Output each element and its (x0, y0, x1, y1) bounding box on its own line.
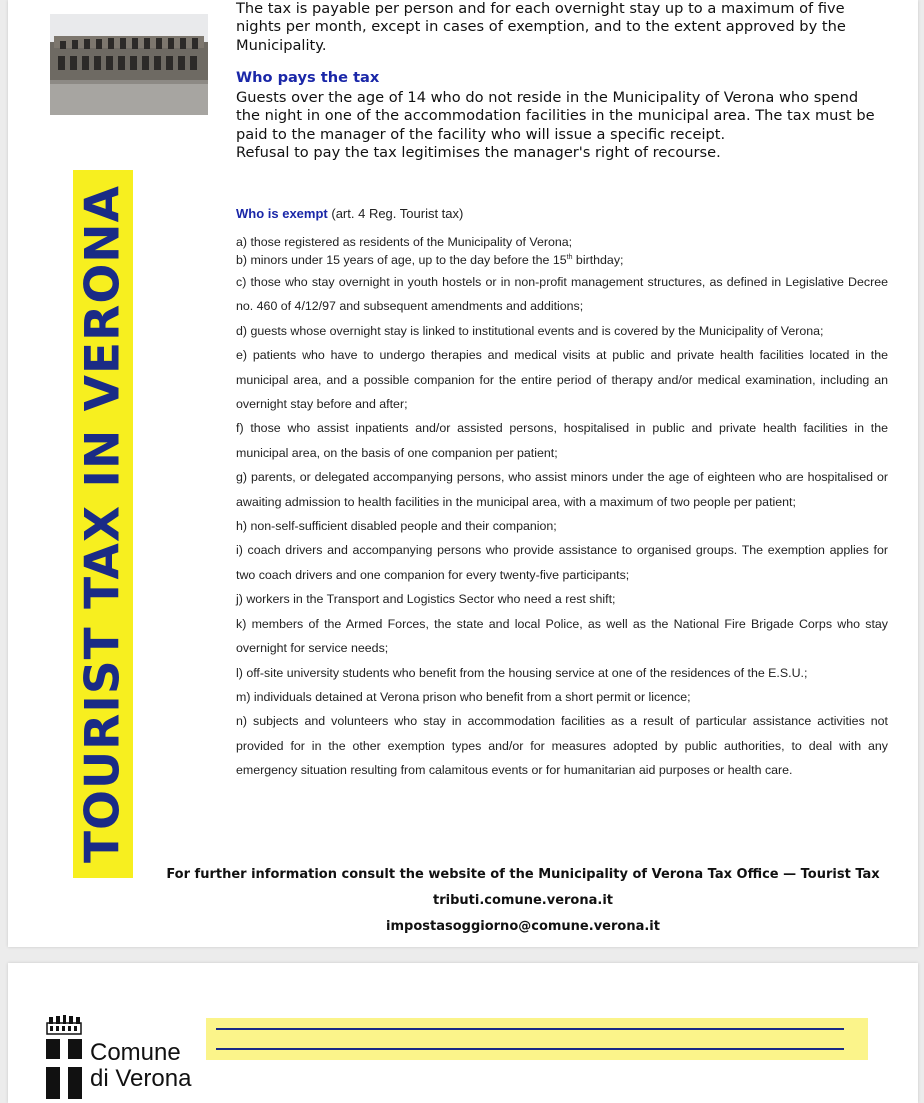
footer-website-link[interactable]: tributi.comune.verona.it (433, 893, 613, 908)
exempt-item-n: n) subjects and volunteers who stay in accommodation facilities as a result of particular assistance activities not provided for in the other exemption types and/or for measures adopted by public authorities, to deal with any emergency situation resulting from calamitous events or for humanitarian aid purposes or health care. (236, 714, 888, 778)
exempt-item-d: d) guests whose overnight stay is linked to institutional events and is covered by the Municipality of Verona; (236, 323, 824, 338)
exempt-heading-label: Who is exempt (236, 206, 328, 221)
exempt-item-i: i) coach drivers and accompanying persons who provide assistance to organised groups. The exemption applies for two coach drivers and one companion for every twenty-five participants; (236, 543, 888, 582)
exempt-item-l: l) off-site university students who benefit from the housing service at one of the residences of the E.S.U.; (236, 665, 808, 680)
exempt-reference: (art. 4 Reg. Tourist tax) (331, 206, 464, 221)
cross-shield-icon (46, 1039, 82, 1099)
crown-icon (46, 1015, 82, 1035)
exempt-item-f: f) those who assist inpatients and/or assisted persons, hospitalised in public and private health facilities in the municipal area, on the basis of one companion per patient; (236, 421, 888, 460)
exempt-item-e: e) patients who have to undergo therapies and medical visits at public and private health facilities located in the municipal area, and a possible companion for the entire period of therapy and/or medical examination, including an overnight stay before and after; (236, 348, 888, 412)
exempt-item-k: k) members of the Armed Forces, the state and local Police, as well as the National Fire Brigade Corps who stay overnight for service needs; (236, 616, 888, 656)
exempt-item-b-sup: th (566, 254, 573, 261)
header-band (206, 1018, 868, 1060)
exempt-item-h: h) non-self-sufficient disabled people and their companion; (236, 519, 557, 534)
exempt-item-b-end: birthday; (572, 253, 624, 268)
title-banner (73, 170, 133, 878)
footer-email-link[interactable]: impostasoggiorno@comune.verona.it (386, 919, 660, 934)
banner-title: TOURIST TAX IN VERONA (75, 184, 131, 864)
who-pays-heading: Who pays the tax (236, 69, 380, 86)
who-pays-text: Guests over the age of 14 who do not reside in the Municipality of Verona who spend the night in one of the accommodation facilities in the municipal area. The tax must be paid to the manager of the facility who will issue a specific receipt. (236, 89, 875, 143)
exempt-item-g: g) parents, or delegated accompanying persons, who assist minors under the age of eighteen who are hospitalised or awaiting admission to health facilities in the municipal area, with a maximum of two people per patient; (236, 470, 888, 509)
exempt-item-m: m) individuals detained at Verona prison who benefit from a short permit or licence; (236, 689, 691, 704)
footer-info: For further information consult the website of the Municipality of Verona Tax Office — Tourist Tax (166, 867, 880, 882)
exempt-list (236, 270, 888, 783)
exempt-item-b (236, 250, 886, 268)
divider-line-top (216, 1028, 844, 1030)
who-pays-body (236, 89, 876, 162)
exempt-item-a: a) those registered as residents of the Municipality of Verona; (236, 235, 573, 249)
comune-logo (44, 1015, 224, 1095)
who-pays-refusal: Refusal to pay the tax legitimises the manager's right of recourse. (236, 143, 721, 161)
exempt-item-j: j) workers in the Transport and Logistics Sector who need a rest shift; (236, 592, 616, 607)
brochure-page-2 (8, 963, 918, 1103)
divider-line-bottom (216, 1048, 844, 1050)
logo-line-1: Comune (90, 1039, 181, 1066)
logo-line-2: di Verona (90, 1065, 192, 1092)
exempt-item-c: c) those who stay overnight in youth hostels or in non-profit management structures, as defined in Legislative Decree no. 460 of 4/12/97 and subsequent amendments and additions; (236, 275, 888, 314)
arena-photo (50, 14, 208, 115)
brochure-page-1 (8, 0, 918, 947)
exempt-item-b-text: b) minors under 15 years of age, up to the day before the 15 (236, 253, 567, 268)
intro-paragraph: The tax is payable per person and for each overnight stay up to a maximum of five nights per month, except in cases of exemption, and to the extent approved by the Municipality. (236, 0, 846, 54)
exempt-heading (236, 206, 463, 221)
arena-image (50, 14, 208, 115)
